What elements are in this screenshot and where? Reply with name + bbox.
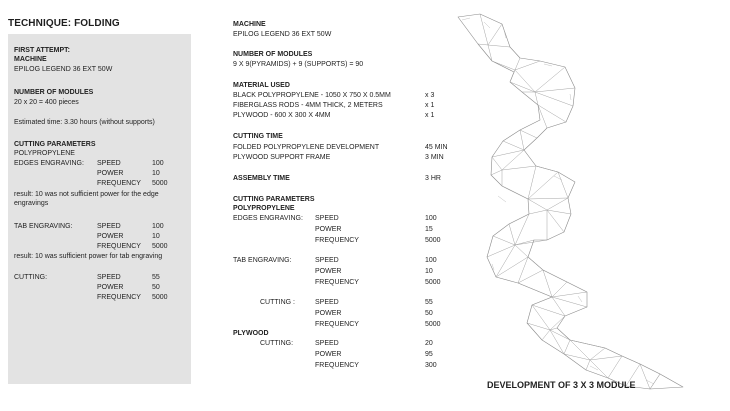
param-key: FREQUENCY <box>97 180 141 187</box>
param-value: 10 <box>152 233 160 240</box>
param-key: POWER <box>315 226 342 233</box>
polypropylene-heading: POLYPROPYLENE <box>233 205 295 212</box>
cutting-time-item: PLYWOOD SUPPORT FRAME <box>233 154 331 161</box>
material-qty: x 1 <box>425 112 435 119</box>
param-value: 100 <box>425 215 437 222</box>
param-key: SPEED <box>315 299 339 306</box>
material-label: POLYPROPYLENE <box>14 150 75 157</box>
drawing-caption: DEVELOPMENT OF 3 X 3 MODULE <box>487 380 636 390</box>
param-value: 5000 <box>152 180 168 187</box>
param-value: 5000 <box>425 279 441 286</box>
assembly-time-value: 3 HR <box>425 175 441 182</box>
param-value: 55 <box>425 299 433 306</box>
edges-result-line-2: engravings <box>14 200 49 207</box>
param-key: POWER <box>315 351 342 358</box>
material-used-heading: MATERIAL USED <box>233 82 290 89</box>
first-attempt-heading: FIRST ATTEMPT: <box>14 47 70 54</box>
param-key: SPEED <box>97 223 121 230</box>
cutting-label: CUTTING: <box>260 340 294 347</box>
param-key: POWER <box>97 284 124 291</box>
param-value: 5000 <box>425 321 441 328</box>
tab-engraving-label: TAB ENGRAVING: <box>233 257 292 264</box>
cutting-time-value: 45 MIN <box>425 144 448 151</box>
tab-engraving-label: TAB ENGRAVING: <box>14 223 73 230</box>
cutting-label: CUTTING: <box>14 274 48 281</box>
first-attempt-panel <box>8 34 191 384</box>
param-key: FREQUENCY <box>315 321 359 328</box>
param-key: SPEED <box>97 160 121 167</box>
cutting-label: CUTTING : <box>260 299 295 306</box>
folded-development-drawing <box>440 0 730 411</box>
param-key: POWER <box>315 310 342 317</box>
machine-heading: MACHINE <box>233 21 266 28</box>
param-key: SPEED <box>97 274 121 281</box>
machine-heading: MACHINE <box>14 56 47 63</box>
param-value: 100 <box>152 223 164 230</box>
estimated-time: Estimated time: 3.30 hours (without supports) <box>14 119 155 126</box>
edges-engraving-label: EDGES ENGRAVING: <box>14 160 84 167</box>
param-key: FREQUENCY <box>97 243 141 250</box>
param-value: 100 <box>152 160 164 167</box>
cutting-time-value: 3 MIN <box>425 154 444 161</box>
param-value: 5000 <box>425 237 441 244</box>
machine-value: EPILOG LEGEND 36 EXT 50W <box>14 66 113 73</box>
modules-value: 9 X 9(PYRAMIDS) + 9 (SUPPORTS) = 90 <box>233 61 364 68</box>
module-outline <box>458 14 683 389</box>
modules-heading: NUMBER OF MODULES <box>14 89 94 96</box>
cutting-parameters-heading: CUTTING PARAMETERS <box>14 141 96 148</box>
param-key: FREQUENCY <box>315 279 359 286</box>
cutting-parameters-heading: CUTTING PARAMETERS <box>233 196 315 203</box>
edges-engraving-label: EDGES ENGRAVING: <box>233 215 303 222</box>
param-key: POWER <box>97 170 124 177</box>
cutting-time-heading: CUTTING TIME <box>233 133 283 140</box>
param-key: FREQUENCY <box>315 237 359 244</box>
param-key: POWER <box>315 268 342 275</box>
param-value: 50 <box>152 284 160 291</box>
param-value: 15 <box>425 226 433 233</box>
plywood-heading: PLYWOOD <box>233 330 269 337</box>
edges-result-line-1: result: 10 was not sufficient power for the edge <box>14 191 159 198</box>
modules-value: 20 x 20 = 400 pieces <box>14 99 79 106</box>
param-key: SPEED <box>315 257 339 264</box>
param-value: 5000 <box>152 243 168 250</box>
cutting-time-item: FOLDED POLYPROPYLENE DEVELOPMENT <box>233 144 380 151</box>
material-name: FIBERGLASS RODS - 4MM THICK, 2 METERS <box>233 102 383 109</box>
param-value: 10 <box>425 268 433 275</box>
param-value: 5000 <box>152 294 168 301</box>
param-value: 20 <box>425 340 433 347</box>
material-name: PLYWOOD - 600 X 300 X 4MM <box>233 112 331 119</box>
param-key: SPEED <box>315 340 339 347</box>
param-value: 55 <box>152 274 160 281</box>
tab-result: result: 10 was sufficient power for tab engraving <box>14 253 163 260</box>
param-key: FREQUENCY <box>315 362 359 369</box>
param-value: 100 <box>425 257 437 264</box>
param-value: 50 <box>425 310 433 317</box>
modules-heading: NUMBER OF MODULES <box>233 51 313 58</box>
param-key: SPEED <box>315 215 339 222</box>
material-qty: x 3 <box>425 92 435 99</box>
material-qty: x 1 <box>425 102 435 109</box>
param-key: FREQUENCY <box>97 294 141 301</box>
param-value: 95 <box>425 351 433 358</box>
param-value: 300 <box>425 362 437 369</box>
param-key: POWER <box>97 233 124 240</box>
material-name: BLACK POLYPROPYLENE - 1050 X 750 X 0.5MM <box>233 92 391 99</box>
assembly-time-heading: ASSEMBLY TIME <box>233 175 290 182</box>
machine-value: EPILOG LEGEND 36 EXT 50W <box>233 31 332 38</box>
param-value: 10 <box>152 170 160 177</box>
page-title: TECHNIQUE: FOLDING <box>8 18 120 29</box>
